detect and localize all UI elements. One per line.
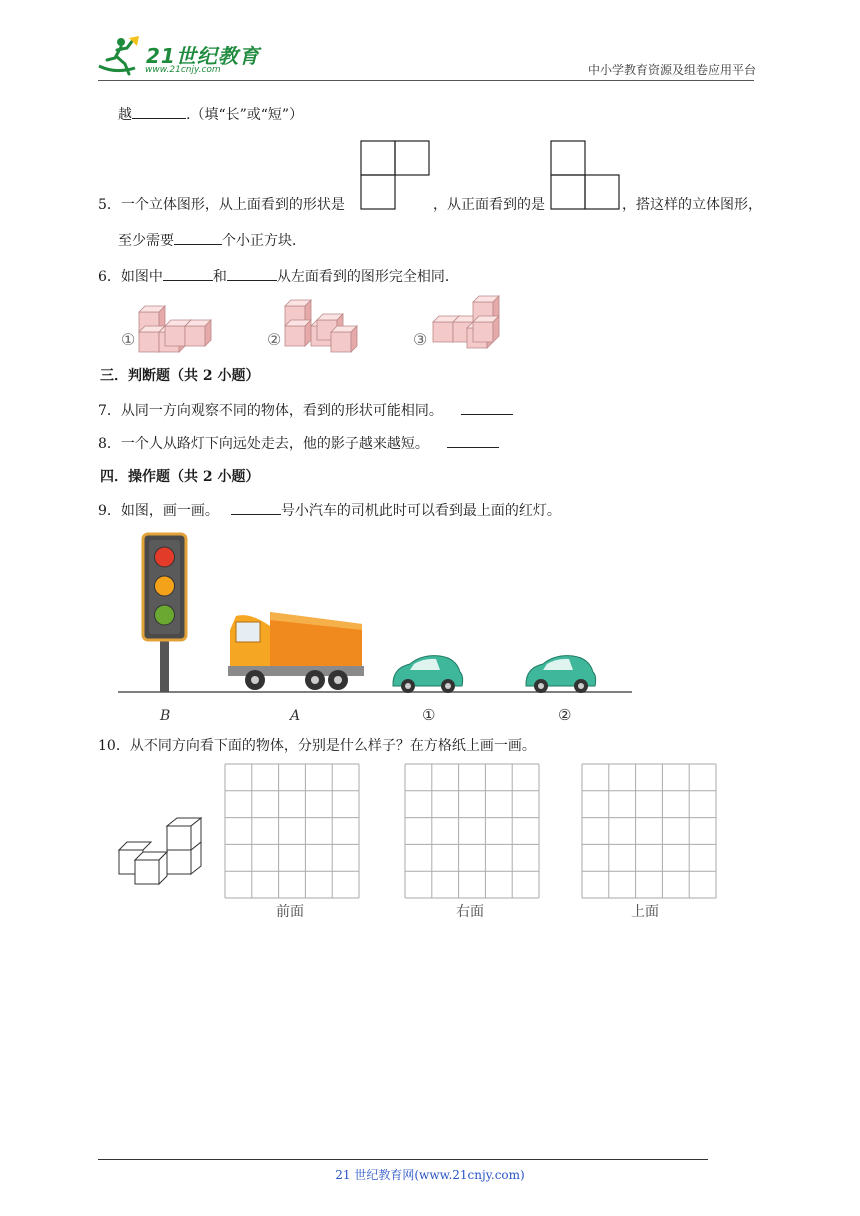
logo-subtext: www.21cnjy.com bbox=[145, 65, 221, 75]
q5-top-view-figure bbox=[360, 140, 432, 212]
q7-text: 7．从同一方向观察不同的物体，看到的形状可能相同。 bbox=[98, 403, 443, 419]
q6-blank-1[interactable] bbox=[163, 266, 213, 281]
footer-text[interactable]: 21 世纪教育网(www.21cnjy.com) bbox=[335, 1168, 525, 1182]
q8-text: 8．一个人从路灯下向远处走去，他的影子越来越短。 bbox=[98, 436, 429, 452]
q4-answer-blank[interactable] bbox=[132, 104, 186, 119]
grid-right[interactable] bbox=[404, 763, 540, 899]
grid-front[interactable] bbox=[224, 763, 360, 899]
q5-part1: 5．一个立体图形，从上面看到的形状是 bbox=[98, 197, 345, 213]
platform-name: 中小学教育资源及组卷应用平台 bbox=[587, 63, 756, 77]
question-7 bbox=[98, 400, 513, 421]
question-6 bbox=[98, 266, 459, 287]
q9-traffic-illustration bbox=[110, 530, 640, 725]
question-5-part3 bbox=[622, 195, 762, 215]
section-4-title: 四．操作题（共 2 小题） bbox=[100, 469, 260, 485]
q9-prefix: 9．如图，画一画。 bbox=[98, 503, 219, 519]
grid-label-right: 右面 bbox=[456, 904, 484, 920]
label-a: A bbox=[290, 708, 301, 724]
question-4-tail bbox=[118, 104, 303, 125]
q6-blank-2[interactable] bbox=[227, 266, 277, 281]
header-divider bbox=[98, 80, 754, 81]
question-10: 10．从不同方向看下面的物体，分别是什么样子？在方格纸上画一画。 bbox=[98, 738, 536, 754]
q9-suffix: 号小汽车的司机此时可以看到最上面的红灯。 bbox=[280, 503, 561, 519]
truck-a-icon bbox=[228, 612, 364, 690]
question-5-line2 bbox=[118, 230, 306, 251]
footer-divider bbox=[98, 1159, 708, 1160]
q5-part3-text: ，搭这样的立体图形， bbox=[622, 197, 762, 213]
car-1-icon bbox=[393, 656, 463, 693]
figure-3-label: ③ bbox=[413, 330, 428, 349]
q6-prefix: 6．如图中 bbox=[98, 269, 163, 285]
logo-text: 21世纪教育 bbox=[146, 44, 260, 68]
q9-answer-blank[interactable] bbox=[231, 500, 281, 515]
q5-part2-text: ，从正面看到的是 bbox=[433, 197, 545, 213]
q6-suffix: 从左面看到的图形完全相同． bbox=[276, 269, 459, 285]
q5-front-view-figure bbox=[550, 140, 622, 212]
section-3-title: 三．判断题（共 2 小题） bbox=[100, 368, 260, 384]
grid-label-top: 上面 bbox=[631, 904, 659, 920]
question-5-line1 bbox=[98, 195, 345, 215]
q10-cube-figure bbox=[115, 812, 210, 887]
q7-answer-blank[interactable] bbox=[461, 400, 513, 415]
car-2-icon bbox=[526, 656, 596, 693]
figure-2-label: ② bbox=[267, 330, 282, 349]
question-5-part2 bbox=[433, 195, 545, 215]
q6-cube-figures bbox=[115, 290, 535, 355]
grid-top[interactable] bbox=[581, 763, 717, 899]
label-car-2: ② bbox=[558, 706, 572, 724]
q6-mid: 和 bbox=[212, 269, 227, 285]
q4-suffix: .（填“长”或“短”） bbox=[186, 107, 304, 123]
grid-label-front: 前面 bbox=[276, 904, 304, 920]
q4-prefix: 越 bbox=[118, 107, 132, 123]
label-car-1: ① bbox=[422, 706, 436, 724]
q8-answer-blank[interactable] bbox=[447, 433, 499, 448]
q5-line2-suffix: 个小正方块． bbox=[222, 233, 306, 249]
q5-line2-prefix: 至少需要 bbox=[118, 233, 174, 249]
question-9 bbox=[98, 500, 561, 521]
traffic-light-icon bbox=[143, 534, 186, 692]
q5-answer-blank[interactable] bbox=[174, 230, 222, 245]
label-b: B bbox=[160, 708, 171, 724]
question-8 bbox=[98, 433, 499, 454]
figure-1-label: ① bbox=[121, 330, 136, 349]
